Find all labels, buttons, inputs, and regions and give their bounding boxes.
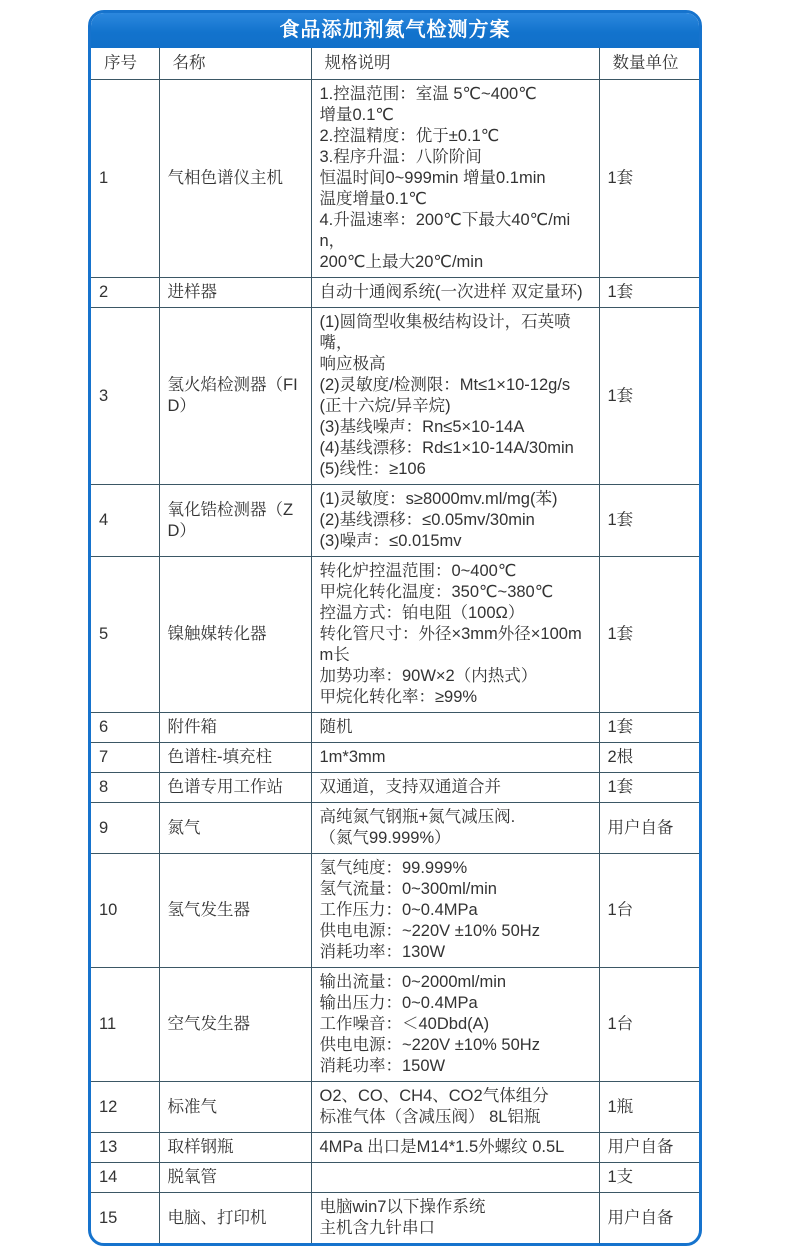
item-spec-cell bbox=[311, 485, 599, 557]
spec-line: (1)灵敏度：s≥8000mv.ml/mg(苯) bbox=[319, 490, 558, 508]
item-spec-cell bbox=[311, 80, 599, 278]
item-spec-cell bbox=[311, 557, 599, 713]
spec-line: (2)基线漂移：≤0.05mv/30min bbox=[319, 511, 535, 529]
item-qty-cell: 用户自备 bbox=[599, 803, 699, 854]
header-cell-name: 名称 bbox=[159, 48, 311, 80]
spec-line: (4)基线漂移：Rd≤1×10-14A/30min bbox=[319, 439, 574, 457]
spec-line: 消耗功率：150W bbox=[319, 1057, 446, 1075]
table-header-row bbox=[91, 48, 699, 80]
item-name-cell: 标准气 bbox=[159, 1082, 311, 1133]
item-name-cell: 气相色谱仪主机 bbox=[159, 80, 311, 278]
item-spec-cell bbox=[311, 1082, 599, 1133]
spec-line: 4.升温速率：200℃下最大40℃/min， bbox=[319, 211, 571, 250]
row-number-cell: 10 bbox=[91, 854, 159, 968]
item-name-cell: 色谱专用工作站 bbox=[159, 773, 311, 803]
item-spec-cell bbox=[311, 1133, 599, 1163]
spec-line: （氮气99.999%） bbox=[319, 829, 451, 847]
table-row bbox=[91, 278, 699, 308]
item-name-cell: 氮气 bbox=[159, 803, 311, 854]
spec-line: 3.程序升温：八阶阶间 bbox=[319, 148, 482, 166]
table-row bbox=[91, 485, 699, 557]
item-name-cell: 电脑、打印机 bbox=[159, 1193, 311, 1244]
item-spec-cell bbox=[311, 308, 599, 485]
spec-line: (正十六烷/异辛烷) bbox=[319, 397, 451, 415]
spec-line: 氢气流量：0~300ml/min bbox=[319, 880, 497, 898]
item-spec-cell bbox=[311, 713, 599, 743]
spec-line: 2.控温精度：优于±0.1℃ bbox=[319, 127, 500, 145]
item-spec-cell bbox=[311, 278, 599, 308]
spec-line: 控温方式：铂电阻（100Ω） bbox=[319, 604, 525, 622]
spec-line: 1.控温范围：室温 5℃~400℃ bbox=[319, 85, 537, 103]
table-row bbox=[91, 1193, 699, 1244]
page-title: 食品添加剂氮气检测方案 bbox=[279, 19, 511, 41]
item-name-cell: 取样钢瓶 bbox=[159, 1133, 311, 1163]
item-qty-cell: 1台 bbox=[599, 854, 699, 968]
row-number-cell: 4 bbox=[91, 485, 159, 557]
table-row bbox=[91, 803, 699, 854]
item-spec-cell bbox=[311, 968, 599, 1082]
spec-line: 输出压力：0~0.4MPa bbox=[319, 994, 478, 1012]
table-row bbox=[91, 743, 699, 773]
table-row bbox=[91, 713, 699, 743]
spec-line: 甲烷化转化温度：350℃~380℃ bbox=[319, 583, 554, 601]
row-number-cell: 8 bbox=[91, 773, 159, 803]
item-spec-cell bbox=[311, 1163, 599, 1193]
row-number-cell: 12 bbox=[91, 1082, 159, 1133]
item-name-cell: 氧化锆检测器（ZD） bbox=[159, 485, 311, 557]
spec-sheet bbox=[88, 10, 702, 1246]
table-row bbox=[91, 308, 699, 485]
item-qty-cell: 1套 bbox=[599, 278, 699, 308]
spec-line: 200℃上最大20℃/min bbox=[319, 253, 484, 271]
item-qty-cell: 2根 bbox=[599, 743, 699, 773]
header-cell-spec: 规格说明 bbox=[311, 48, 599, 80]
item-name-cell: 脱氧管 bbox=[159, 1163, 311, 1193]
row-number-cell: 7 bbox=[91, 743, 159, 773]
item-qty-cell: 1套 bbox=[599, 557, 699, 713]
spec-line: 标准气体（含减压阀） 8L铝瓶 bbox=[319, 1108, 541, 1126]
item-spec-cell bbox=[311, 803, 599, 854]
spec-table-body bbox=[91, 80, 699, 1244]
item-spec-cell bbox=[311, 1193, 599, 1244]
item-qty-cell: 用户自备 bbox=[599, 1133, 699, 1163]
sheet-title-bar bbox=[91, 13, 699, 48]
table-row bbox=[91, 1163, 699, 1193]
item-name-cell: 色谱柱-填充柱 bbox=[159, 743, 311, 773]
table-row bbox=[91, 854, 699, 968]
table-row bbox=[91, 1082, 699, 1133]
row-number-cell: 2 bbox=[91, 278, 159, 308]
item-qty-cell: 1套 bbox=[599, 308, 699, 485]
spec-line: 4MPa 出口是M14*1.5外螺纹 0.5L bbox=[319, 1138, 565, 1156]
row-number-cell: 14 bbox=[91, 1163, 159, 1193]
spec-line: (5)线性：≥106 bbox=[319, 460, 426, 478]
item-name-cell: 附件箱 bbox=[159, 713, 311, 743]
row-number-cell: 9 bbox=[91, 803, 159, 854]
spec-line: 氢气纯度：99.999% bbox=[319, 859, 468, 877]
item-qty-cell: 1套 bbox=[599, 485, 699, 557]
spec-line: 主机含九针串口 bbox=[319, 1219, 435, 1237]
row-number-cell: 6 bbox=[91, 713, 159, 743]
spec-line: 温度增量0.1℃ bbox=[319, 190, 427, 208]
spec-table bbox=[91, 48, 699, 1243]
spec-line: (1)圆筒型收集极结构设计，石英喷嘴， bbox=[319, 313, 571, 352]
spec-line: (2)灵敏度/检测限：Mt≤1×10-12g/s bbox=[319, 376, 571, 394]
row-number-cell: 13 bbox=[91, 1133, 159, 1163]
item-qty-cell: 用户自备 bbox=[599, 1193, 699, 1244]
spec-line: 供电电源：~220V ±10% 50Hz bbox=[319, 922, 540, 940]
item-name-cell: 进样器 bbox=[159, 278, 311, 308]
row-number-cell: 11 bbox=[91, 968, 159, 1082]
item-name-cell: 氢火焰检测器（FID） bbox=[159, 308, 311, 485]
item-name-cell: 镍触媒转化器 bbox=[159, 557, 311, 713]
spec-line: 工作噪音：＜40Dbd(A) bbox=[319, 1015, 490, 1033]
spec-line: O2、CO、CH4、CO2气体组分 bbox=[319, 1087, 549, 1105]
spec-line: 1m*3mm bbox=[319, 748, 386, 766]
table-row bbox=[91, 773, 699, 803]
item-qty-cell: 1套 bbox=[599, 773, 699, 803]
spec-line: 随机 bbox=[319, 718, 353, 736]
spec-line: 甲烷化转化率：≥99% bbox=[319, 688, 478, 706]
spec-line: (3)噪声：≤0.015mv bbox=[319, 532, 462, 550]
row-number-cell: 1 bbox=[91, 80, 159, 278]
item-spec-cell bbox=[311, 773, 599, 803]
spec-line: 工作压力：0~0.4MPa bbox=[319, 901, 478, 919]
spec-line: 转化管尺寸：外径×3mm外径×100mm长 bbox=[319, 625, 582, 664]
item-spec-cell bbox=[311, 743, 599, 773]
spec-line: 自动十通阀系统(一次进样 双定量环) bbox=[319, 283, 583, 301]
spec-line: 恒温时间0~999min 增量0.1min bbox=[319, 169, 546, 187]
spec-line: (3)基线噪声：Rn≤5×10-14A bbox=[319, 418, 525, 436]
row-number-cell: 15 bbox=[91, 1193, 159, 1244]
spec-line: 转化炉控温范围：0~400℃ bbox=[319, 562, 517, 580]
item-qty-cell: 1台 bbox=[599, 968, 699, 1082]
item-qty-cell: 1套 bbox=[599, 80, 699, 278]
item-qty-cell: 1支 bbox=[599, 1163, 699, 1193]
item-name-cell: 氢气发生器 bbox=[159, 854, 311, 968]
header-cell-no: 序号 bbox=[91, 48, 159, 80]
item-qty-cell: 1套 bbox=[599, 713, 699, 743]
table-row bbox=[91, 968, 699, 1082]
spec-line: 高纯氮气钢瓶+氮气减压阀. bbox=[319, 808, 516, 826]
item-name-cell: 空气发生器 bbox=[159, 968, 311, 1082]
item-qty-cell: 1瓶 bbox=[599, 1082, 699, 1133]
spec-line: 响应极高 bbox=[319, 355, 386, 373]
spec-line: 双通道，支持双通道合并 bbox=[319, 778, 501, 796]
table-row bbox=[91, 557, 699, 713]
header-cell-qty: 数量单位 bbox=[599, 48, 699, 80]
table-row bbox=[91, 1133, 699, 1163]
spec-line: 电脑win7以下操作系统 bbox=[319, 1198, 486, 1216]
table-row bbox=[91, 80, 699, 278]
spec-line: 增量0.1℃ bbox=[319, 106, 394, 124]
item-spec-cell bbox=[311, 854, 599, 968]
spec-line: 供电电源：~220V ±10% 50Hz bbox=[319, 1036, 540, 1054]
spec-line: 消耗功率：130W bbox=[319, 943, 446, 961]
spec-line: 加势功率：90W×2（内热式） bbox=[319, 667, 538, 685]
row-number-cell: 5 bbox=[91, 557, 159, 713]
row-number-cell: 3 bbox=[91, 308, 159, 485]
spec-line: 输出流量：0~2000ml/min bbox=[319, 973, 507, 991]
